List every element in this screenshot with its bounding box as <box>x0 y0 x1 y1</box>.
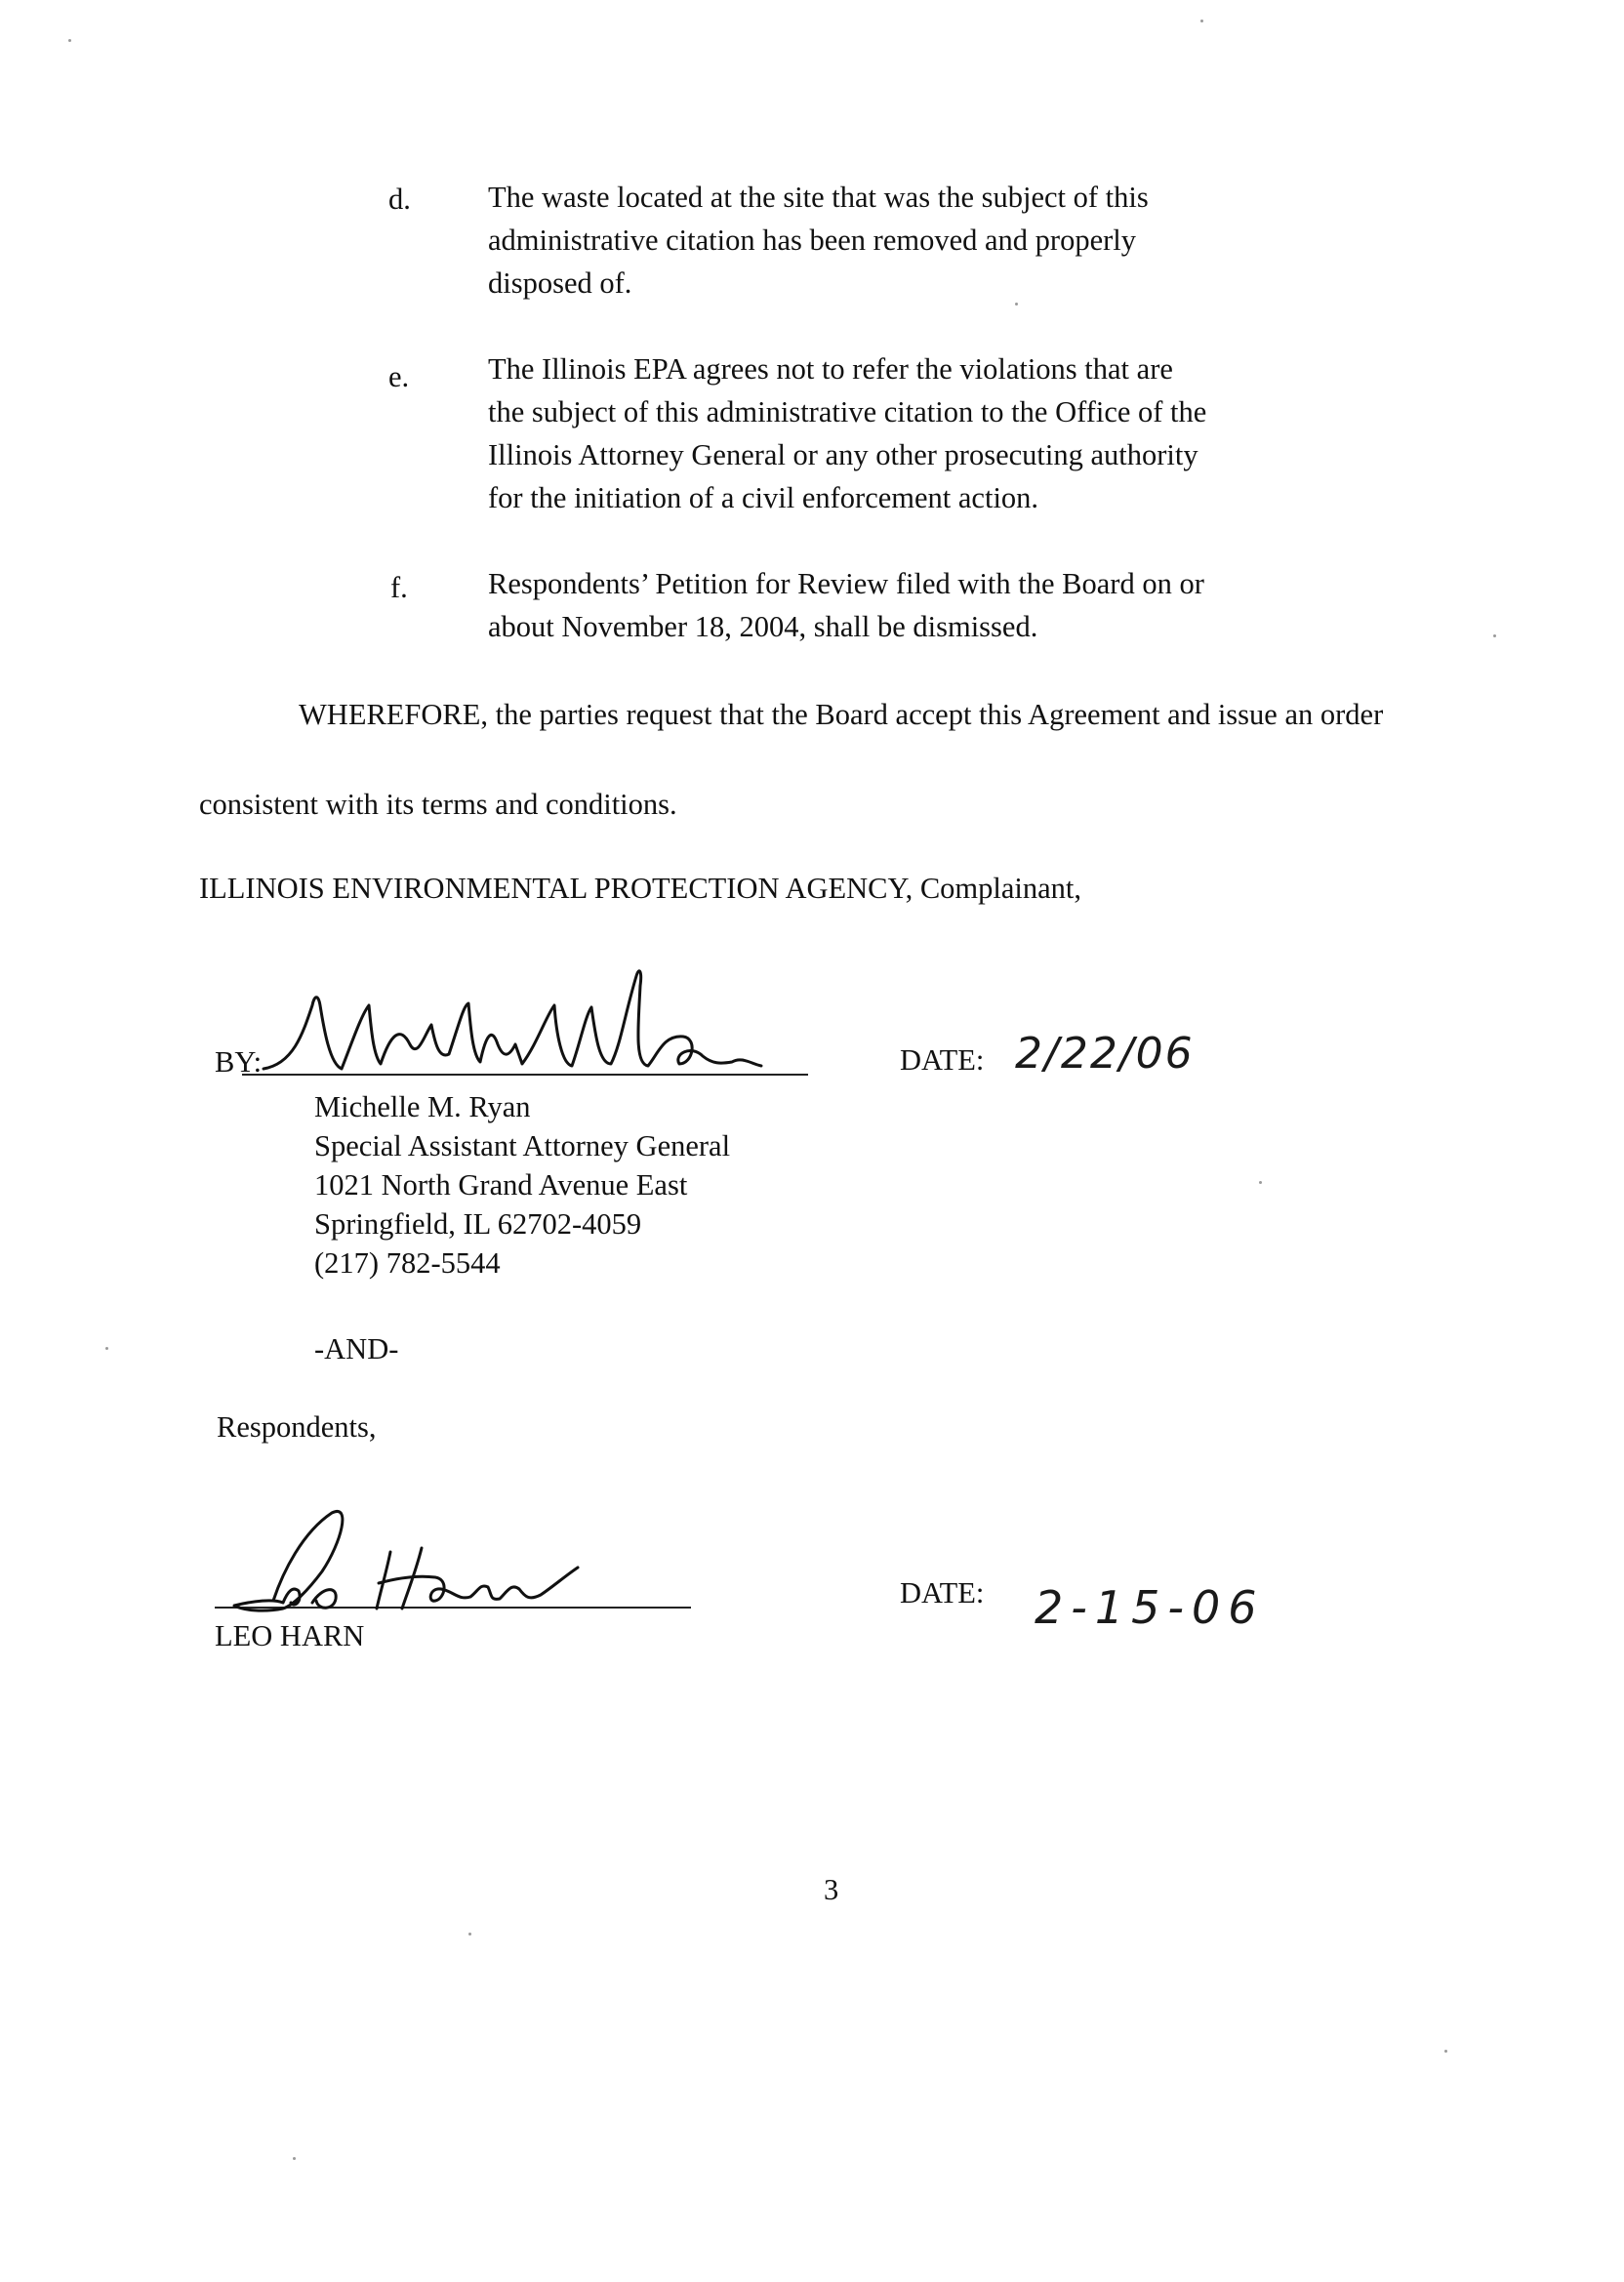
item-e-line-2: the subject of this administrative citation to the Office of the <box>488 395 1207 428</box>
page-number: 3 <box>824 1873 839 1906</box>
signer1-title: Special Assistant Attorney General <box>314 1129 731 1162</box>
scan-speck <box>1444 2050 1447 2053</box>
item-e-text <box>488 347 1259 519</box>
item-f-text <box>488 562 1259 648</box>
signer2-name: LEO HARN <box>215 1619 365 1652</box>
scan-speck <box>468 1933 471 1936</box>
scan-speck <box>105 1347 108 1350</box>
item-letter-e: e. <box>388 360 410 393</box>
signer1-name: Michelle M. Ryan <box>314 1090 531 1123</box>
item-e-line-4: for the initiation of a civil enforcement action. <box>488 481 1039 514</box>
item-f-line-2: about November 18, 2004, shall be dismissed. <box>488 610 1038 643</box>
signer1-address-1: 1021 North Grand Avenue East <box>314 1168 688 1202</box>
scan-speck <box>1015 303 1018 306</box>
signature-michelle-ryan <box>254 966 820 1093</box>
scan-speck <box>1493 634 1496 637</box>
item-d-line-1: The waste located at the site that was the subject of this <box>488 181 1149 214</box>
wherefore-line-1: WHEREFORE, the parties request that the Board accept this Agreement and issue an order <box>299 698 1384 731</box>
date-label-1: DATE: <box>900 1043 985 1077</box>
and-separator: -AND- <box>314 1332 399 1365</box>
respondents-heading: Respondents, <box>217 1410 377 1444</box>
signer1-phone: (217) 782-5544 <box>314 1246 501 1280</box>
handwritten-date-1: 2/22/06 <box>1015 1029 1195 1079</box>
item-d-text <box>488 176 1259 305</box>
date-label-2: DATE: <box>900 1576 985 1610</box>
signer1-address-2: Springfield, IL 62702-4059 <box>314 1207 642 1241</box>
scan-speck <box>293 2157 296 2160</box>
by-label: BY: <box>215 1045 263 1079</box>
handwritten-date-2: 2-15-06 <box>1035 1581 1265 1634</box>
item-f-line-1: Respondents’ Petition for Review filed with the Board on or <box>488 567 1204 600</box>
item-letter-d: d. <box>388 183 411 216</box>
wherefore-line-2: consistent with its terms and conditions. <box>199 788 677 821</box>
complainant-heading: ILLINOIS ENVIRONMENTAL PROTECTION AGENCY, Complainant, <box>199 872 1082 905</box>
scan-speck <box>1200 20 1203 22</box>
scan-speck <box>1259 1181 1262 1184</box>
item-e-line-1: The Illinois EPA agrees not to refer the violations that are <box>488 352 1173 386</box>
item-d-line-2: administrative citation has been removed and properly <box>488 224 1137 257</box>
scan-speck <box>68 39 71 42</box>
item-e-line-3: Illinois Attorney General or any other prosecuting authority <box>488 438 1198 471</box>
item-letter-f: f. <box>390 571 408 604</box>
signature-leo-harn <box>215 1493 625 1630</box>
item-d-line-3: disposed of. <box>488 266 632 300</box>
